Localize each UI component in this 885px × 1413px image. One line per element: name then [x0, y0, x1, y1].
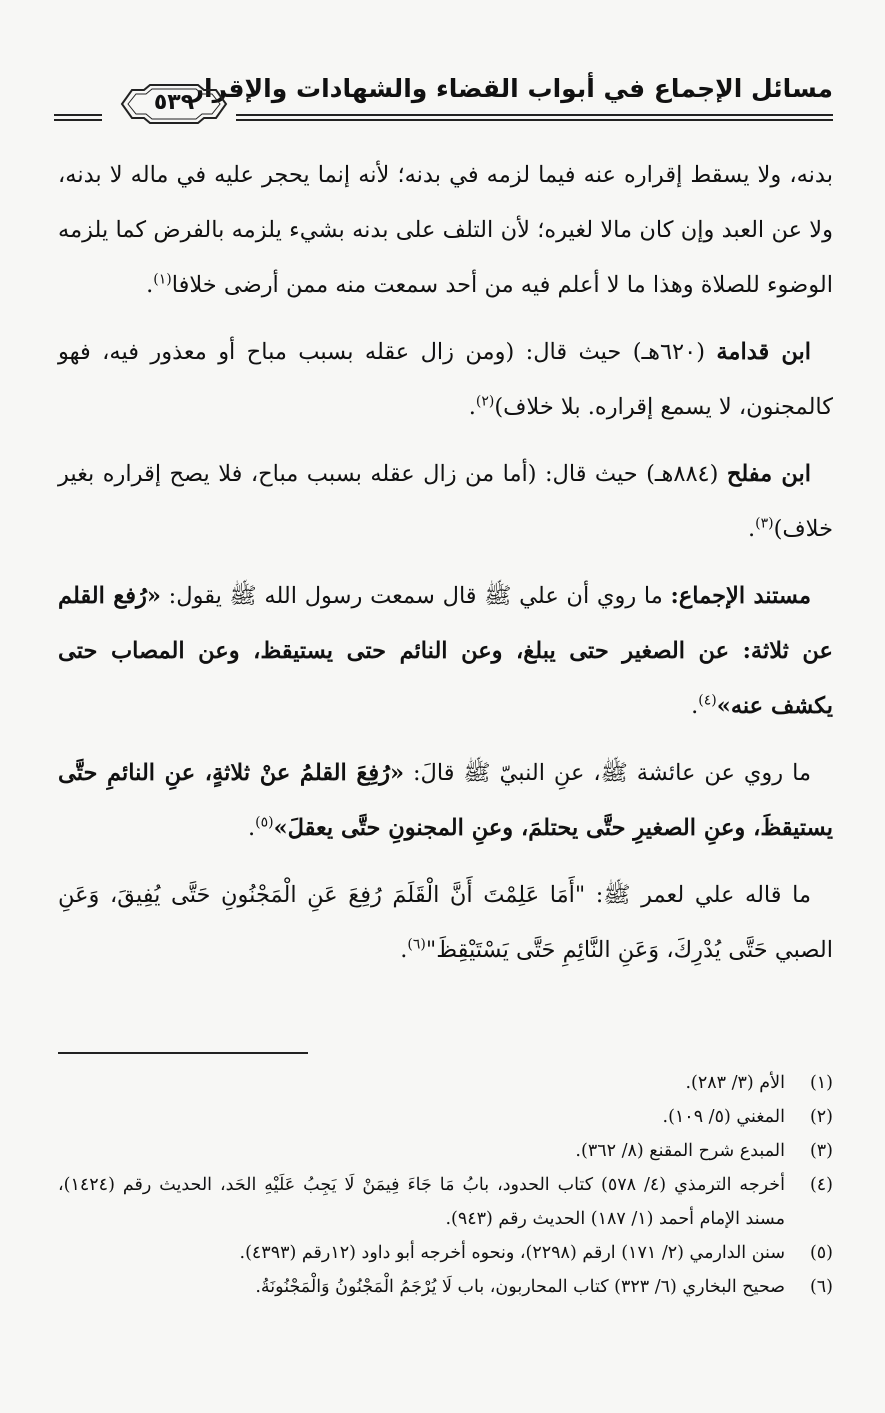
paragraph-5: [58, 746, 833, 856]
paragraph-1: [58, 148, 833, 313]
paragraph-text: (٨٨٤هـ) حيث قال: (أما من زال عقله بسبب مباح، فلا يصح إقراره بغير خلاف): [58, 461, 833, 542]
hadith-quote: "أَمَا عَلِمْتَ أَنَّ الْقَلَمَ رُفِعَ عَنِ الْمَجْنُونِ حَتَّى يُفِيقَ، وَعَنِ الصبي حَتَّى يُدْرِكَ، وَعَنِ النَّائِمِ حَتَّى يَسْتَيْقِظَ": [58, 882, 833, 963]
footnote-ref: (٥): [255, 814, 274, 831]
paragraph-end: .: [691, 693, 699, 719]
footnotes: [58, 1066, 833, 1304]
footnote-text: المغني (٥/ ١٠٩).: [662, 1107, 785, 1127]
paragraph-3: [58, 447, 833, 557]
paragraph-text: ما روي عن عائشة ﷺ، عنِ النبيّ ﷺ قالَ:: [404, 760, 811, 786]
running-title: مسائل الإجماع في أبواب القضاء والشهادات والإقرار: [189, 74, 833, 103]
paragraph-end: .: [747, 516, 756, 542]
footnote-ref: (٤): [698, 692, 717, 709]
paragraph-end: .: [400, 937, 408, 963]
paragraph-end: .: [247, 815, 256, 841]
footnote-text: سنن الدارمي (٢/ ١٧١) ارقم (٢٢٩٨)، ونحوه أخرجه أبو داود (١٢رقم (٤٣٩٣).: [239, 1243, 785, 1263]
paragraph-text: ما روي أن علي ﷺ قال سمعت رسول الله ﷺ يقول:: [160, 583, 671, 609]
footnote-ref: (٢): [475, 393, 495, 410]
hadith-quote: «رُفع القلم عن ثلاثة: عن الصغير حتى يبلغ، وعن النائم حتى يستيقظ، وعن المصاب حتى يكشف عنه»: [58, 583, 833, 719]
footnote-item: [58, 1236, 833, 1270]
hadith-quote: «رُفِعَ القلمُ عنْ ثلاثةٍ، عنِ النائمِ حتَّى يستيقظَ، وعنِ الصغيرِ حتَّى يحتلمَ، وعنِ المجنونِ حتَّى يعقلَ»: [58, 760, 833, 841]
footnote-text: الأم (٣/ ٢٨٣).: [685, 1073, 785, 1093]
author-name: ابن مفلح: [726, 461, 811, 487]
footnote-number: (٦): [809, 1277, 833, 1297]
paragraph-text: بدنه، ولا يسقط إقراره عنه فيما لزمه في بدنه؛ لأنه إنما يحجر عليه في ماله لا بدنه، ولا عن العبد وإن كان مالا لغيره؛ لأن التلف على بدنه بشيء يلزمه بالفرض كما يلزمه الوضوء للصلاة وهذا ما لا أعلم فيه من أحد سمعت منه ممن أرضى خلافا: [58, 162, 833, 298]
footnote-ref: (٦): [407, 936, 426, 953]
footnote-number: (٢): [809, 1107, 833, 1127]
footnote-number: (٣): [809, 1141, 833, 1161]
footnote-item: [58, 1066, 833, 1100]
footnote-item: [58, 1100, 833, 1134]
paragraph-4: [58, 569, 833, 734]
page-number: ٥٣٩: [153, 90, 195, 115]
running-header: [54, 72, 833, 124]
footnote-number: (١): [809, 1073, 833, 1093]
footnote-text: المبدع شرح المقنع (٨/ ٣٦٢).: [575, 1141, 785, 1161]
paragraph-2: [58, 325, 833, 435]
footnote-item: [58, 1270, 833, 1304]
paragraph-end: .: [146, 272, 154, 298]
footnote-ref: (٣): [755, 515, 774, 532]
paragraph-text: ما قاله علي لعمر ﷺ:: [585, 882, 811, 908]
footnote-text: صحيح البخاري (٦/ ٣٢٣) كتاب المحاربون، باب لَا يُرْجَمُ الْمَجْنُونُ وَالْمَجْنُونَةُ.: [255, 1277, 785, 1297]
main-text: [58, 148, 833, 990]
paragraph-text: (٦٢٠هـ) حيث قال: (ومن زال عقله بسبب مباح أو معذور فيه، فهو كالمجنون، لا يسمع إقراره. بلا خلاف): [58, 339, 833, 420]
footnote-divider: [58, 1052, 308, 1054]
footnote-item: [58, 1134, 833, 1168]
footnote-number: (٤): [809, 1175, 833, 1195]
footnote-item: [58, 1168, 833, 1236]
footnote-text: أخرجه الترمذي (٤/ ٥٧٨) كتاب الحدود، بابُ مَا جَاءَ فِيمَنْ لَا يَجِبُ عَلَيْهِ الحَد، الحديث رقم (١٤٢٤)، مسند الإمام أحمد (١/ ١٨٧) الحديث رقم (٩٤٣).: [58, 1175, 785, 1229]
section-label: مستند الإجماع:: [670, 583, 812, 609]
paragraph-end: .: [468, 394, 476, 420]
author-name: ابن قدامة: [716, 339, 811, 365]
footnote-number: (٥): [809, 1243, 833, 1263]
page-number-badge: [114, 82, 234, 126]
footnote-ref: (١): [153, 271, 172, 288]
paragraph-6: [58, 868, 833, 978]
